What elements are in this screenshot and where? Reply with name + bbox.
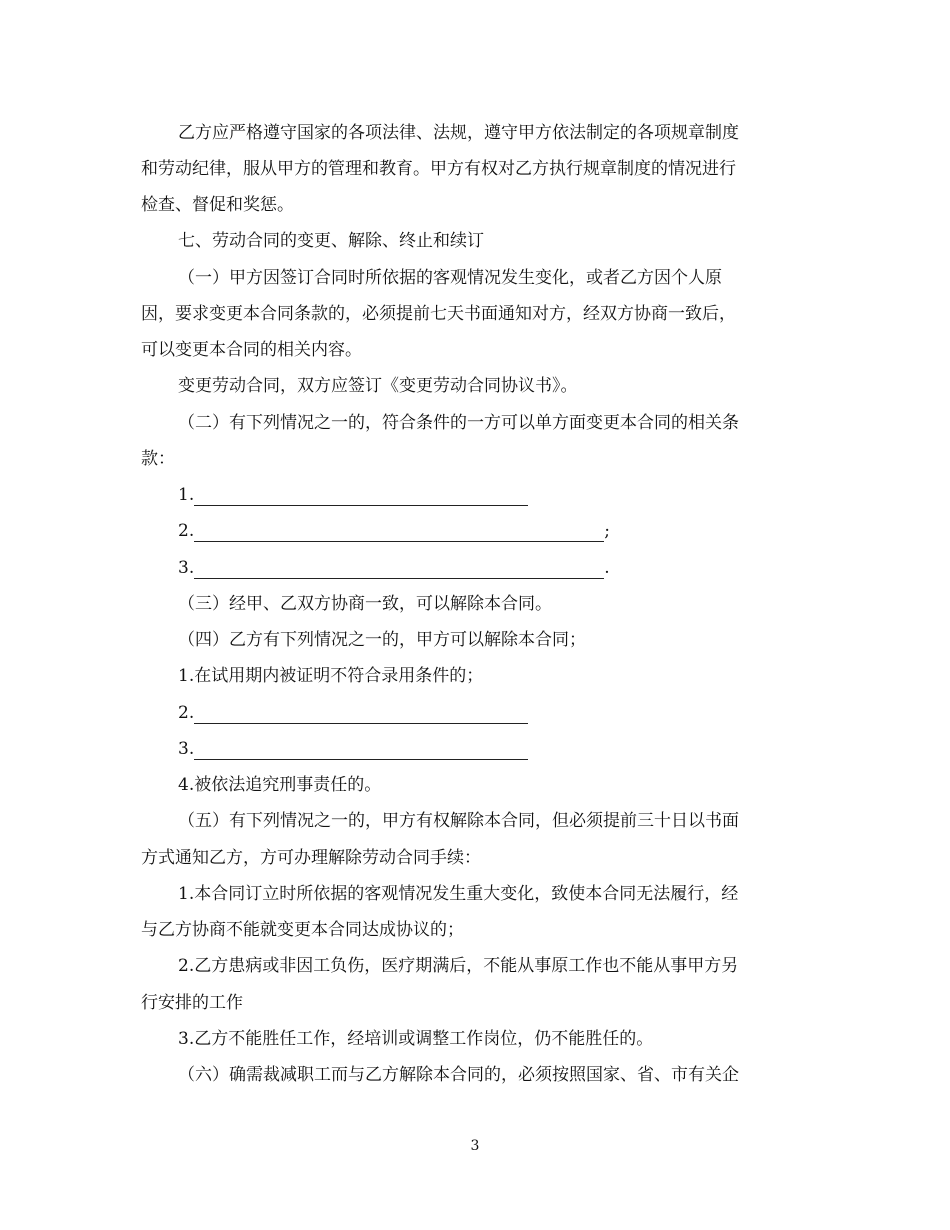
fill-in-blank [194,739,528,760]
list-number: 1. [178,485,195,505]
paragraph-line: 款： [141,449,175,469]
list-item-blank [178,513,838,549]
list-number: 2. [178,521,195,541]
paragraph-line: （五）有下列情况之一的，甲方有权解除本合同，但必须提前三十日以书面 [178,811,739,831]
paragraph-line: （六）确需裁减职工而与乙方解除本合同的，必须按照国家、省、市有关企 [178,1065,739,1085]
paragraph-line: （一）甲方因签订合同时所依据的客观情况发生变化，或者乙方因个人原 [178,268,722,288]
list-item-blank [178,477,838,513]
fill-in-blank [194,558,604,579]
paragraph-line: 和劳动纪律，服从甲方的管理和教育。甲方有权对乙方执行规章制度的情况进行 [141,159,736,179]
list-number: 2. [178,703,195,723]
list-item: 与乙方协商不能就变更本合同达成协议的； [141,920,464,940]
list-item: 行安排的工作 [141,993,243,1013]
punctuation: ; [604,521,610,541]
list-item: 3.乙方不能胜任工作，经培训或调整工作岗位，仍不能胜任的。 [178,1029,654,1049]
page-number: 3 [470,1138,480,1154]
list-number: 3. [178,558,195,578]
fill-in-blank [194,703,528,724]
list-item: 4.被依法追究刑事责任的。 [178,775,382,795]
paragraph-line: 可以变更本合同的相关内容。 [141,340,362,360]
list-item-blank [178,695,838,731]
fill-in-blank [194,485,528,506]
list-item: 1.在试用期内被证明不符合录用条件的； [178,666,484,686]
paragraph-line: （四）乙方有下列情况之一的，甲方可以解除本合同； [178,630,586,650]
paragraph-line: 变更劳动合同，双方应签订《变更劳动合同协议书》。 [178,376,578,396]
section-heading: 七、劳动合同的变更、解除、终止和续订 [178,231,484,251]
paragraph-line: （二）有下列情况之一的，符合条件的一方可以单方面变更本合同的相关条 [178,413,739,433]
paragraph-line: 因，要求变更本合同条款的，必须提前七天书面通知对方，经双方协商一致后， [141,304,736,324]
paragraph-line: 乙方应严格遵守国家的各项法律、法规，遵守甲方依法制定的各项规章制度 [178,123,739,143]
paragraph-line: 检查、督促和奖惩。 [141,195,294,215]
paragraph-line: （三）经甲、乙双方协商一致，可以解除本合同。 [178,594,552,614]
list-item-blank [178,550,838,586]
punctuation: . [604,558,610,578]
list-item: 2.乙方患病或非因工负伤，医疗期满后，不能从事原工作也不能从事甲方另 [178,956,739,976]
list-number: 3. [178,739,195,759]
list-item-blank [178,731,838,767]
fill-in-blank [194,521,604,542]
paragraph-line: 方式通知乙方，方可办理解除劳动合同手续： [141,848,481,868]
list-item: 1.本合同订立时所依据的客观情况发生重大变化，致使本合同无法履行，经 [178,884,739,904]
